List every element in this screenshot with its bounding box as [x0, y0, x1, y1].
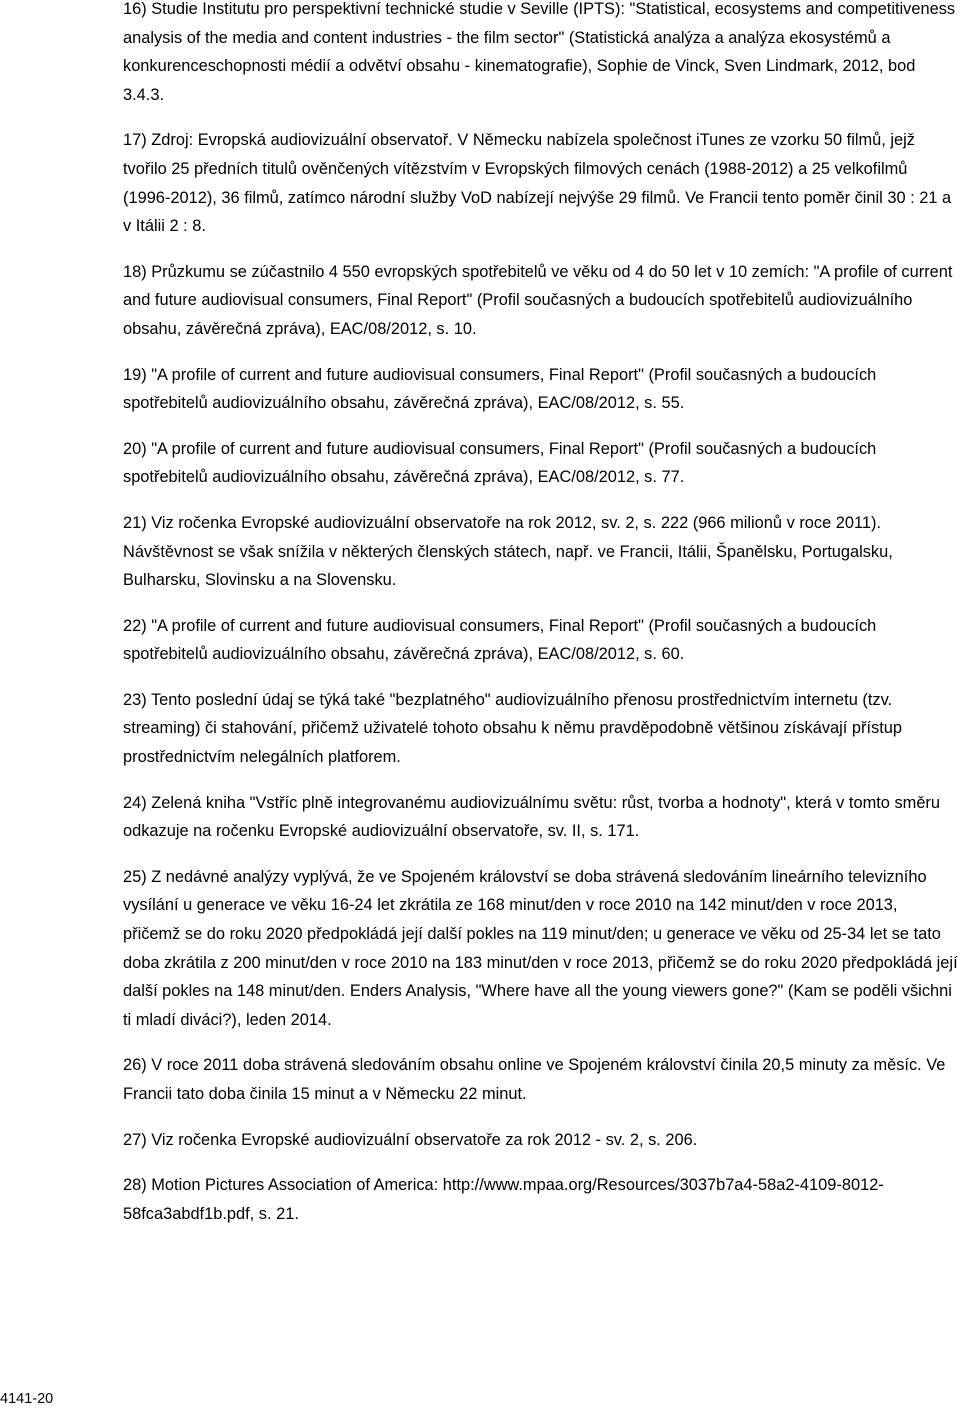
endnote-23: 23) Tento poslední údaj se týká také "bezplatného" audiovizuálního přenosu prostřednictvím internetu (tzv. streaming) či stahování, přičemž uživatelé tohoto obsahu k němu pravděpodobně většinou získávají přístup prostřednictvím nelegálních platforem.: [123, 690, 902, 767]
endnote-22: 22) "A profile of current and future audiovisual consumers, Final Report" (Profil současných a budoucích spotřebitelů audiovizuálního obsahu, závěrečná zpráva), EAC/08/2012, s. 60.: [123, 616, 877, 664]
endnote-27: 27) Viz ročenka Evropské audiovizuální observatoře za rok 2012 - sv. 2, s. 206.: [123, 1130, 698, 1149]
endnote-17: 17) Zdroj: Evropská audiovizuální observatoř. V Německu nabízela společnost iTunes ze vzorku 50 filmů, jejž tvořilo 25 předních titulů ověnčených vítězstvím v Evropských filmových cenách (1988-2012) a 25 velkofilmů (1996-2012), 36 filmů, zatímco národní služby VoD nabízejí nejvýše 29 filmů. Ve Francii tento poměr činil 30 : 21 a v Itálii 2 : 8.: [123, 131, 952, 236]
endnote-20: 20) "A profile of current and future audiovisual consumers, Final Report" (Profil současných a budoucích spotřebitelů audiovizuálního obsahu, závěrečná zpráva), EAC/08/2012, s. 77.: [123, 439, 877, 487]
document-code: 4141-20: [0, 1391, 54, 1407]
endnotes-list: [123, 0, 959, 1245]
endnote-16: 16) Studie Institutu pro perspektivní technické studie v Seville (IPTS): "Statistical, ecosystems and competitiveness analysis of the media and content industries - the film sector" (Statistická analýza a analýza ekosystémů a konkurenceschopnosti médií a odvětví obsahu - kinematografie), Sophie de Vinck, Sven Lindmark, 2012, bod 3.4.3.: [123, 0, 956, 104]
endnote-18: 18) Průzkumu se zúčastnilo 4 550 evropských spotřebitelů ve věku od 4 do 50 let v 10 zemích: "A profile of current and future audiovisual consumers, Final Report" (Profil současných a budoucích spotřebitelů audiovizuálního obsahu, závěrečná zpráva), EAC/08/2012, s. 10.: [123, 262, 953, 338]
endnote-25: 25) Z nedávné analýzy vyplývá, že ve Spojeném království se doba strávená sledováním lineárního televizního vysílání u generace ve věku 16-24 let zkrátila ze 168 minut/den v roce 2010 na 142 minut/den v roce 2013, přičemž se do roku 2020 předpokládá její další pokles na 119 minut/den; u generace ve věku od 25-34 let se tato doba zkrátila z 200 minut/den v roce 2010 na 183 minut/den v roce 2013, přičemž se do roku 2020 předpokládá její další pokles na 148 minut/den. Enders Analysis, "Where have all the young viewers gone?" (Kam se poděli všichni ti mladí diváci?), leden 2014.: [123, 867, 958, 1029]
endnote-19: 19) "A profile of current and future audiovisual consumers, Final Report" (Profil současných a budoucích spotřebitelů audiovizuálního obsahu, závěrečná zpráva), EAC/08/2012, s. 55.: [123, 365, 877, 413]
endnote-28: 28) Motion Pictures Association of America: http://www.mpaa.org/Resources/3037b7a4-58a2-4109-8012- 58fca3abdf1b.pdf, s. 21.: [123, 1176, 884, 1223]
endnote-21: 21) Viz ročenka Evropské audiovizuální observatoře na rok 2012, sv. 2, s. 222 (966 milionů v roce 2011). Návštěvnost se však snížila v některých členských státech, např. ve Francii, Itálii, Španělsku, Portugalsku, Bulharsku, Slovinsku a na Slovensku.: [123, 513, 893, 590]
endnote-24: 24) Zelená kniha "Vstříc plně integrovanému audiovizuálnímu světu: růst, tvorba a hodnoty", která v tomto směru odkazuje na ročenku Evropské audiovizuální observatoře, sv. II, s. 171.: [123, 793, 941, 841]
endnote-26: 26) V roce 2011 doba strávená sledováním obsahu online ve Spojeném království činila 20,5 minuty za měsíc. Ve Francii tato doba činila 15 minut a v Německu 22 minut.: [123, 1056, 946, 1103]
